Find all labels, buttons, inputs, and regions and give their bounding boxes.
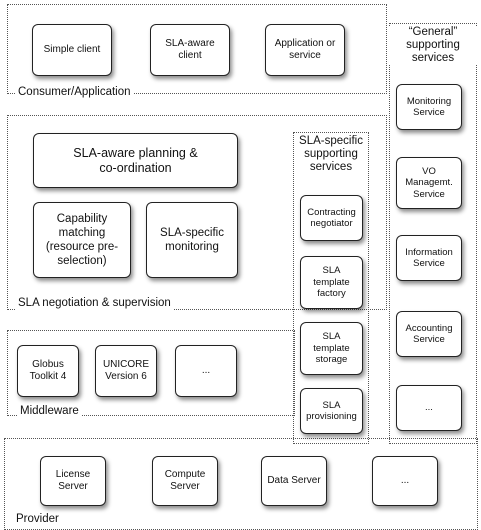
sla-template-storage-box: SLA template storage — [300, 322, 363, 375]
capability-matching-box: Capability matching (resource pre- selection) — [33, 202, 131, 278]
unicore-box: UNICORE Version 6 — [95, 345, 157, 397]
provider-label: Provider — [16, 513, 59, 525]
general-services-title: “General” supporting services — [389, 26, 477, 65]
license-server-box: License Server — [40, 456, 106, 506]
application-or-service-box: Application or service — [265, 24, 345, 76]
sla-specific-monitoring-box: SLA-specific monitoring — [146, 202, 238, 278]
sla-aware-client-box: SLA-aware client — [150, 24, 230, 76]
simple-client-box: Simple client — [32, 24, 112, 76]
provider-more-box: ... — [372, 456, 438, 506]
data-server-box: Data Server — [261, 456, 327, 506]
contracting-negotiator-box: Contracting negotiator — [300, 195, 363, 241]
middleware-more-box: ... — [175, 345, 237, 397]
sla-specific-title: SLA-specific supporting services — [294, 135, 368, 174]
middleware-label: Middleware — [20, 405, 79, 417]
consumer-application-label: Consumer/Application — [18, 86, 131, 98]
monitoring-service-box: Monitoring Service — [396, 84, 462, 130]
sla-template-factory-box: SLA template factory — [300, 256, 363, 309]
accounting-service-box: Accounting Service — [396, 311, 462, 357]
compute-server-box: Compute Server — [152, 456, 218, 506]
sla-aware-planning-box: SLA-aware planning & co-ordination — [33, 133, 238, 188]
vo-management-service-box: VO Managemt. Service — [396, 157, 462, 209]
globus-toolkit-box: Globus Toolkit 4 — [17, 345, 79, 397]
information-service-box: Information Service — [396, 235, 462, 281]
sla-negotiation-label: SLA negotiation & supervision — [18, 297, 171, 309]
sla-provisioning-box: SLA provisioning — [300, 388, 363, 434]
general-more-box: ... — [396, 385, 462, 431]
